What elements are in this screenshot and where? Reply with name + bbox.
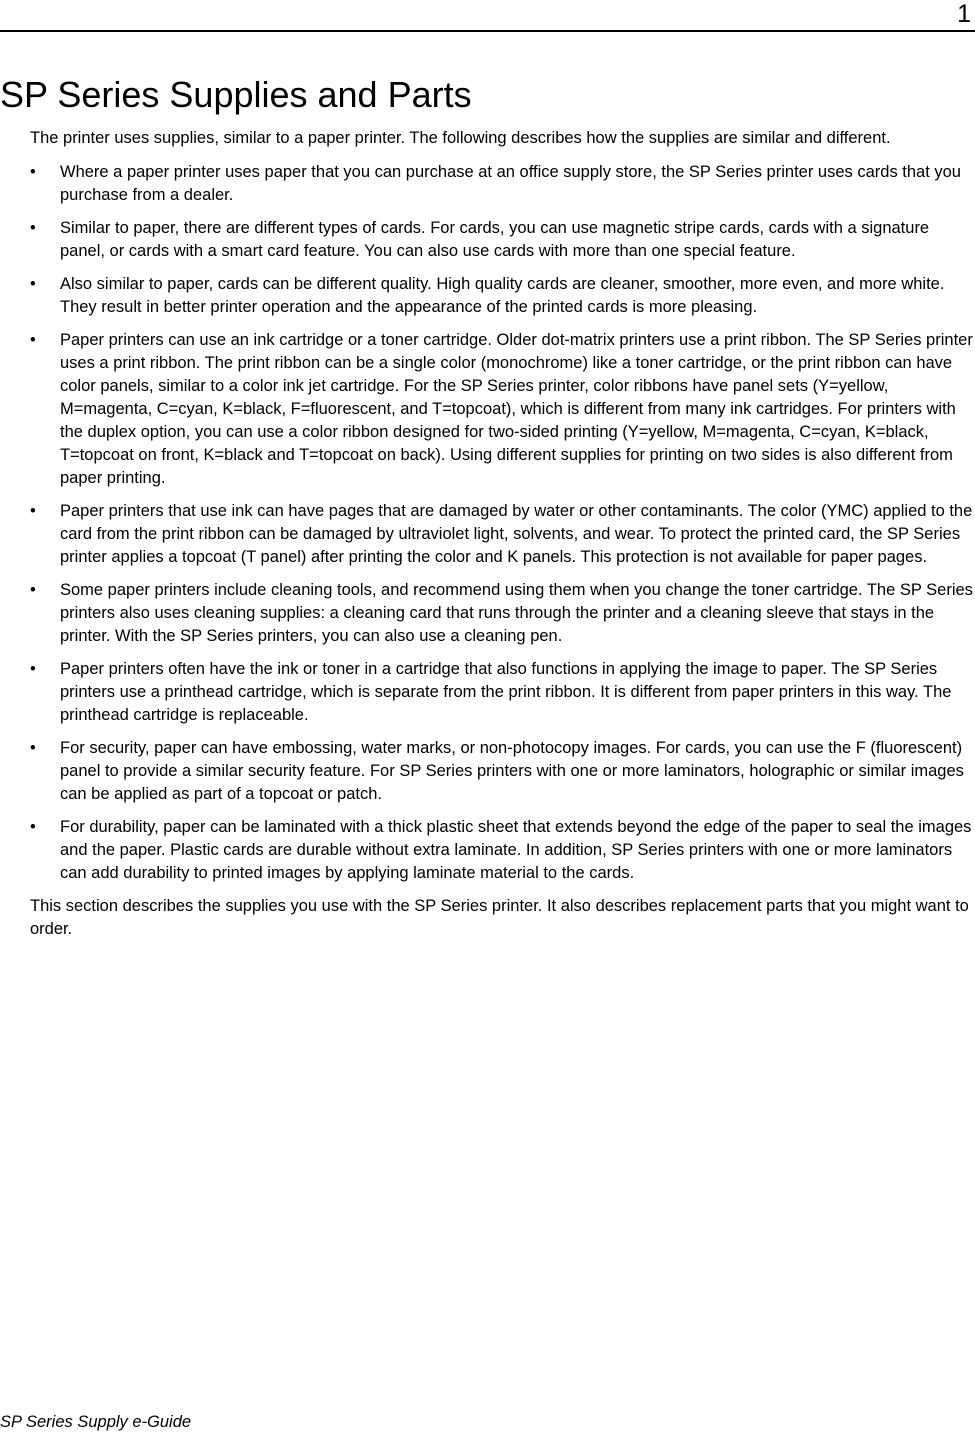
list-item-text: For security, paper can have embossing, water marks, or non-photocopy images. For cards, you can use the F (fluorescent) panel to provide a similar security feature. For SP Series printers with one or more laminators, holographic or similar images can be applied as part of a topcoat or patch.: [60, 739, 964, 803]
bullet-icon: •: [30, 818, 36, 836]
list-item: [30, 273, 973, 319]
list-item-text: Also similar to paper, cards can be different quality. High quality cards are cleaner, smoother, more even, and more white. They result in better printer operation and the appearance of the printed cards is more pleasing.: [60, 275, 945, 316]
list-item: [30, 500, 973, 569]
list-item-text: For durability, paper can be laminated with a thick plastic sheet that extends beyond the edge of the paper to seal the images and the paper. Plastic cards are durable without extra laminate. In addition, SP Series printers with one or more laminators can add durability to printed images by applying laminate material to the cards.: [60, 818, 972, 882]
list-item: [30, 816, 973, 885]
bullet-list: [30, 161, 973, 885]
footer-guide-title: SP Series Supply e-Guide: [0, 1413, 192, 1431]
list-item-text: Paper printers that use ink can have pages that are damaged by water or other contaminants. The color (YMC) applied to the card from the print ribbon can be damaged by ultraviolet light, solvents, and wear. To protect the printed card, the SP Series printer applies a topcoat (T panel) after printing the color and K panels. This protection is not available for paper pages.: [60, 502, 973, 566]
bullet-icon: •: [30, 660, 36, 678]
document-body: [30, 127, 973, 941]
bullet-icon: •: [30, 581, 36, 599]
bullet-icon: •: [30, 331, 36, 349]
page-number: 1: [957, 0, 971, 28]
bullet-icon: •: [30, 163, 36, 181]
bullet-icon: •: [30, 739, 36, 757]
bullet-icon: •: [30, 275, 36, 293]
page-title: SP Series Supplies and Parts: [0, 74, 472, 115]
list-item: [30, 579, 973, 648]
list-item-text: Paper printers can use an ink cartridge or a toner cartridge. Older dot-matrix printers use a print ribbon. The SP Series printer uses a print ribbon. The print ribbon can be a single color (monochrome) like a toner cartridge, or the print ribbon can have color panels, similar to a color ink jet cartridge. For the SP Series printer, color ribbons have panel sets (Y=yellow, M=magenta, C=cyan, K=black, F=fluorescent, and T=topcoat), which is different from many ink cartridges. For printers with the duplex option, you can use a color ribbon designed for two-sided printing (Y=yellow, M=magenta, C=cyan, K=black, T=topcoat on front, K=black and T=topcoat on back). Using different supplies for printing on two sides is also different from paper printing.: [60, 331, 973, 487]
bullet-icon: •: [30, 219, 36, 237]
list-item: [30, 737, 973, 806]
list-item: [30, 161, 973, 207]
list-item-text: Similar to paper, there are different types of cards. For cards, you can use magnetic stripe cards, cards with a signature panel, or cards with a smart card feature. You can also use cards with more than one special feature.: [60, 219, 930, 260]
list-item: [30, 217, 973, 263]
closing-paragraph: This section describes the supplies you use with the SP Series printer. It also describes replacement parts that you might want to order.: [30, 897, 969, 938]
list-item: [30, 329, 973, 490]
bullet-icon: •: [30, 502, 36, 520]
list-item: [30, 658, 973, 727]
list-item-text: Paper printers often have the ink or toner in a cartridge that also functions in applying the image to paper. The SP Series printers use a printhead cartridge, which is separate from the print ribbon. It is different from paper printers in this way. The printhead cartridge is replaceable.: [60, 660, 952, 724]
list-item-text: Some paper printers include cleaning tools, and recommend using them when you change the toner cartridge. The SP Series printers also uses cleaning supplies: a cleaning card that runs through the printer and a cleaning sleeve that stays in the printer. With the SP Series printers, you can also use a cleaning pen.: [60, 581, 973, 645]
header-rule: [0, 30, 975, 32]
list-item-text: Where a paper printer uses paper that you can purchase at an office supply store, the SP Series printer uses cards that you purchase from a dealer.: [60, 163, 961, 204]
intro-paragraph: The printer uses supplies, similar to a paper printer. The following describes how the supplies are similar and different.: [30, 129, 891, 147]
